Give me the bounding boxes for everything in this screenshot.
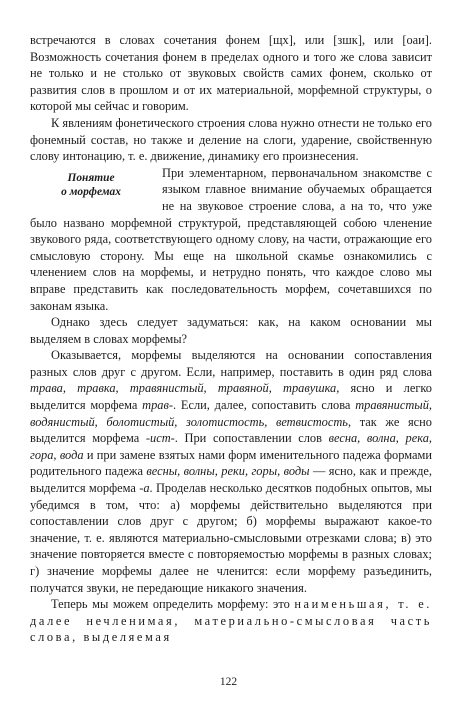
example-morpheme: трав- [142, 398, 173, 413]
paragraph-5-text: . Проделав несколько десятков подобных опытов, мы убедимся в том, что: а) морфемы действительно выделяются при сопоставлении слов друг с другом; б) морфемы выражают какое-то значение, т. е. являются материально-смысловыми отрезками слова; в) это значение повторяется вместе с повторяемостью морфемы в разных словах; г) значение морфемы далее не членится: если морфему разъединить, получатся звуки, не передающие никакого значения. [30, 481, 432, 595]
paragraph-5-text: , ясно и легко выделится морфема [30, 381, 432, 413]
example-words: весны, волны, реки, горы, воды [146, 464, 310, 479]
paragraph-2: К явлениям фонетического строения слова нужно отнести не только его фонемный состав, но также и деление на слоги, ударение, свойственную слову интонацию, т. е. движение, динамику его произнесения. [30, 115, 432, 164]
paragraph-5-text: Оказывается, морфемы выделяются на основании сопоставления разных слов друг с другом. Если, например, поставить в один ряд слова [30, 348, 432, 379]
example-morpheme: -а [139, 481, 150, 496]
paragraph-5 [30, 347, 432, 596]
definition-spaced: наименьшая, т. е. далее нечленимая, материально-смысловая часть слова, выделяемая [30, 597, 433, 645]
paragraph-5-text: и при замене взятых нами форм именительного падежа формами родительного падежа [30, 447, 432, 479]
paragraph-5-text: . При сопоставлении слов [174, 431, 329, 446]
example-words: трава, травка, травянистый, травяной, травушка [30, 381, 337, 396]
page-number: 122 [219, 676, 238, 688]
paragraph-4: Однако здесь следует задуматься: как, на каком основании мы выделяем в словах морфемы? [30, 315, 432, 346]
paragraph-3: При элементарном, первоначальном знакомстве с языком главное внимание обучаемых обращается не на звуковое строение слова, а на то, что уже было названо морфемной структурой, представляющей собою членение звукового ряда, соответствующего одному слову, на части, отражающие его смысловую сторону. Мы еще на школьной скамье ознакомились с членением слов на морфемы, и нетрудно понять, что каждое слово мы вправе представить как последовательность морфем, сочетавшихся по законам языка. [30, 165, 432, 313]
paragraph-1: встречаются в словах сочетания фонем [щх], или [зшк], или [оаи]. Возможность сочетания фонем в пределах одного и того же слова зависит не только и не столько от звуковых свойств самих фонем, сколько от развития слов в прошлом и от их материальной, морфемной структуры, о которой мы сейчас и говорим. [30, 33, 432, 114]
side-heading-line-2: о морфемах [61, 185, 121, 198]
example-morpheme: -ист- [145, 431, 175, 446]
paragraph-5-text: , так же ясно выделится морфема [30, 414, 432, 446]
side-heading [30, 171, 152, 199]
paragraph-5-text: . Если, далее, сопоставить слова [173, 398, 356, 413]
example-words: весна, волна, река, гора, вода [30, 431, 432, 462]
example-words: травянистый, водянистый, болотистый, золотистость, ветвистость [30, 398, 432, 429]
paragraph-6 [30, 596, 432, 646]
page-text [30, 32, 432, 646]
paragraph-5-text: — ясно, как и прежде, выделится морфема [30, 464, 432, 496]
paragraph-6-text: Теперь мы можем определить морфему: это [51, 597, 295, 612]
side-heading-line-1: Понятие [67, 171, 115, 184]
